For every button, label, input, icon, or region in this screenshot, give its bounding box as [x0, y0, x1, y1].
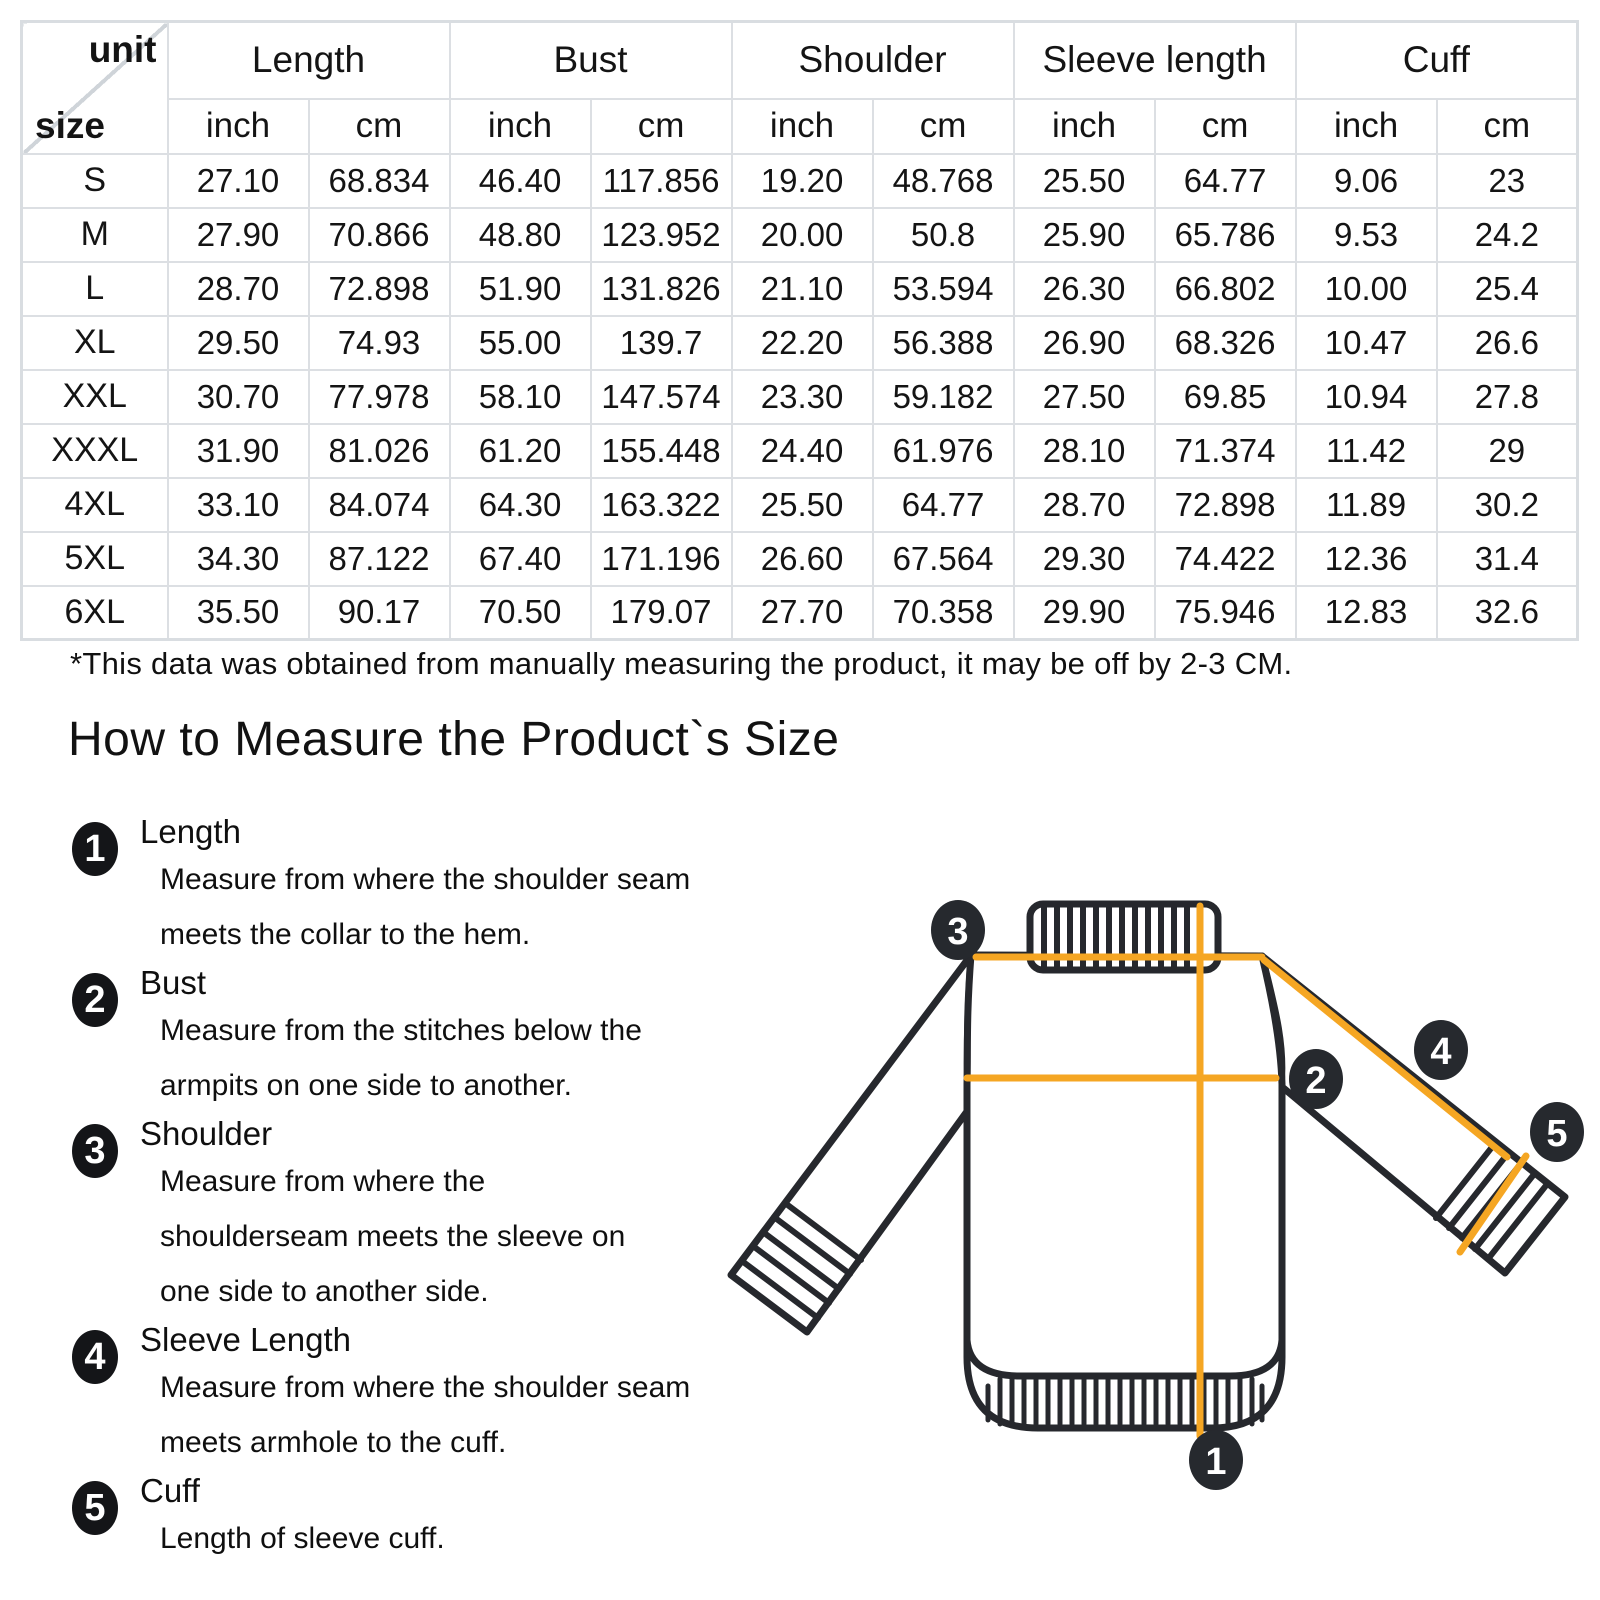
measurement-cell: 75.946 — [1155, 586, 1296, 640]
measurement-cell: 34.30 — [168, 532, 309, 586]
instruction-body — [140, 1471, 772, 1566]
instruction-line: shoulderseam meets the sleeve on — [160, 1220, 626, 1253]
measurement-cell: 28.10 — [1014, 424, 1155, 478]
size-label: 4XL — [22, 478, 168, 532]
measurement-cell: 11.42 — [1296, 424, 1437, 478]
measurement-cell: 48.768 — [873, 154, 1014, 208]
instruction-line: armpits on one side to another. — [160, 1069, 572, 1102]
measurement-cell: 50.8 — [873, 208, 1014, 262]
size-table — [20, 20, 1579, 641]
instruction-item — [72, 1320, 772, 1470]
instruction-title: Cuff — [140, 1472, 200, 1509]
svg-text:2: 2 — [1305, 1060, 1327, 1102]
svg-text:1: 1 — [1205, 1441, 1227, 1483]
measurement-cell: 27.90 — [168, 208, 309, 262]
unit-header-row — [22, 99, 1578, 154]
instruction-title: Sleeve Length — [140, 1321, 352, 1358]
measurement-cell: 26.60 — [732, 532, 873, 586]
svg-text:3: 3 — [947, 911, 969, 953]
measurement-cell: 21.10 — [732, 262, 873, 316]
measurement-cell: 77.978 — [309, 370, 450, 424]
marker-5 — [1530, 1102, 1584, 1162]
corner-size-label: size — [35, 104, 105, 146]
marker-4 — [1414, 1020, 1468, 1080]
svg-text:4: 4 — [1430, 1031, 1452, 1073]
measurement-cell: 27.10 — [168, 154, 309, 208]
measurement-cell: 87.122 — [309, 532, 450, 586]
measurement-disclaimer: *This data was obtained from manually measuring the product, it may be off by 2-3 CM. — [70, 646, 1293, 681]
measurement-cell: 22.20 — [732, 316, 873, 370]
measurement-cell: 23 — [1437, 154, 1578, 208]
unit-header-cm: cm — [1155, 99, 1296, 154]
measurement-cell: 67.40 — [450, 532, 591, 586]
measurement-cell: 155.448 — [591, 424, 732, 478]
measurement-cell: 84.074 — [309, 478, 450, 532]
instruction-line: Measure from where the shoulder seam — [160, 1371, 691, 1404]
size-table-body — [22, 154, 1578, 640]
measurement-cell: 71.374 — [1155, 424, 1296, 478]
measurement-cell: 117.856 — [591, 154, 732, 208]
unit-header-cm: cm — [591, 99, 732, 154]
unit-header-inch: inch — [1014, 99, 1155, 154]
marker-1 — [1189, 1430, 1243, 1490]
sweater-measurement-diagram — [700, 860, 1600, 1500]
measurement-cell: 23.30 — [732, 370, 873, 424]
measurement-cell: 59.182 — [873, 370, 1014, 424]
column-header-shoulder: Shoulder — [732, 22, 1014, 99]
step-number-badge: 2 — [72, 973, 118, 1027]
svg-text:5: 5 — [1546, 1113, 1568, 1155]
measurement-cell: 35.50 — [168, 586, 309, 640]
unit-header-cm: cm — [1437, 99, 1578, 154]
table-row — [22, 208, 1578, 262]
instruction-item — [72, 1114, 772, 1319]
unit-header-inch: inch — [732, 99, 873, 154]
instruction-body — [140, 1320, 772, 1470]
measurement-cell: 19.20 — [732, 154, 873, 208]
measurement-cell: 25.50 — [1014, 154, 1155, 208]
measurement-cell: 131.826 — [591, 262, 732, 316]
measurement-cell: 68.326 — [1155, 316, 1296, 370]
measurement-cell: 48.80 — [450, 208, 591, 262]
measurement-cell: 74.93 — [309, 316, 450, 370]
instruction-title: Length — [140, 813, 241, 850]
instruction-line: Measure from the stitches below the — [160, 1014, 642, 1047]
measurement-cell: 46.40 — [450, 154, 591, 208]
column-header-cuff: Cuff — [1296, 22, 1578, 99]
measurement-cell: 70.50 — [450, 586, 591, 640]
size-label: XXXL — [22, 424, 168, 478]
measurement-cell: 70.866 — [309, 208, 450, 262]
instruction-body — [140, 1114, 772, 1319]
measurement-cell: 74.422 — [1155, 532, 1296, 586]
measurement-cell: 72.898 — [309, 262, 450, 316]
column-header-length: Length — [168, 22, 450, 99]
step-number-badge: 1 — [72, 822, 118, 876]
column-header-sleeve-length: Sleeve length — [1014, 22, 1296, 99]
measurement-cell: 171.196 — [591, 532, 732, 586]
measurement-cell: 33.10 — [168, 478, 309, 532]
measurement-cell: 25.50 — [732, 478, 873, 532]
measurement-cell: 61.976 — [873, 424, 1014, 478]
instruction-line: one side to another side. — [160, 1275, 489, 1308]
measurement-cell: 66.802 — [1155, 262, 1296, 316]
measurement-cell: 9.53 — [1296, 208, 1437, 262]
table-group-header-row — [22, 22, 1578, 99]
measurement-cell: 29.50 — [168, 316, 309, 370]
measurement-cell: 51.90 — [450, 262, 591, 316]
measurement-cell: 27.50 — [1014, 370, 1155, 424]
table-row — [22, 532, 1578, 586]
measurement-cell: 30.2 — [1437, 478, 1578, 532]
table-row — [22, 586, 1578, 640]
measurement-cell: 69.85 — [1155, 370, 1296, 424]
instruction-title: Bust — [140, 964, 207, 1001]
measurement-cell: 24.40 — [732, 424, 873, 478]
measurement-cell: 26.6 — [1437, 316, 1578, 370]
howto-heading: How to Measure the Product`s Size — [68, 713, 840, 766]
measurement-cell: 31.90 — [168, 424, 309, 478]
measurement-cell: 65.786 — [1155, 208, 1296, 262]
measurement-cell: 32.6 — [1437, 586, 1578, 640]
measurement-cell: 61.20 — [450, 424, 591, 478]
measurement-cell: 67.564 — [873, 532, 1014, 586]
measurement-cell: 29.30 — [1014, 532, 1155, 586]
measurement-cell: 10.00 — [1296, 262, 1437, 316]
measurement-cell: 11.89 — [1296, 478, 1437, 532]
measurement-cell: 20.00 — [732, 208, 873, 262]
measurement-cell: 25.90 — [1014, 208, 1155, 262]
instruction-line: meets the collar to the hem. — [160, 918, 531, 951]
measurement-cell: 28.70 — [1014, 478, 1155, 532]
unit-header-inch: inch — [1296, 99, 1437, 154]
measurement-cell: 30.70 — [168, 370, 309, 424]
measurement-cell: 64.30 — [450, 478, 591, 532]
table-row — [22, 316, 1578, 370]
corner-unit-label: unit — [88, 29, 157, 70]
size-label: M — [22, 208, 168, 262]
measurement-cell: 64.77 — [873, 478, 1014, 532]
step-number-badge: 4 — [72, 1330, 118, 1384]
measurement-cell: 10.94 — [1296, 370, 1437, 424]
instruction-line: Length of sleeve cuff. — [160, 1522, 445, 1555]
measurement-cell: 70.358 — [873, 586, 1014, 640]
column-header-bust: Bust — [450, 22, 732, 99]
measurement-cell: 27.8 — [1437, 370, 1578, 424]
instruction-title: Shoulder — [140, 1115, 273, 1152]
marker-3 — [931, 900, 985, 960]
measurement-cell: 123.952 — [591, 208, 732, 262]
instruction-item — [72, 1471, 772, 1566]
measurement-cell: 90.17 — [309, 586, 450, 640]
unit-header-inch: inch — [450, 99, 591, 154]
step-number-badge: 3 — [72, 1124, 118, 1178]
corner-cell — [22, 22, 168, 154]
measurement-cell: 26.90 — [1014, 316, 1155, 370]
instruction-item — [72, 812, 772, 962]
instruction-body — [140, 812, 772, 962]
size-label: S — [22, 154, 168, 208]
instruction-line: Measure from where the — [160, 1165, 486, 1198]
measurement-cell: 55.00 — [450, 316, 591, 370]
measurement-cell: 9.06 — [1296, 154, 1437, 208]
measurement-cell: 24.2 — [1437, 208, 1578, 262]
measurement-cell: 53.594 — [873, 262, 1014, 316]
instructions-list — [72, 800, 772, 1567]
size-label: L — [22, 262, 168, 316]
measurement-cell: 29.90 — [1014, 586, 1155, 640]
unit-header-cm: cm — [309, 99, 450, 154]
table-row — [22, 370, 1578, 424]
size-label: 5XL — [22, 532, 168, 586]
marker-2 — [1289, 1049, 1343, 1109]
step-number-badge: 5 — [72, 1481, 118, 1535]
size-label: XXL — [22, 370, 168, 424]
measurement-cell: 27.70 — [732, 586, 873, 640]
measurement-cell: 12.36 — [1296, 532, 1437, 586]
table-row — [22, 154, 1578, 208]
measurement-cell: 139.7 — [591, 316, 732, 370]
size-label: 6XL — [22, 586, 168, 640]
measurement-cell: 68.834 — [309, 154, 450, 208]
measurement-cell: 56.388 — [873, 316, 1014, 370]
size-label: XL — [22, 316, 168, 370]
measurement-cell: 10.47 — [1296, 316, 1437, 370]
measurement-cell: 163.322 — [591, 478, 732, 532]
instruction-line: Measure from where the shoulder seam — [160, 863, 691, 896]
measurement-cell: 72.898 — [1155, 478, 1296, 532]
measurement-cell: 31.4 — [1437, 532, 1578, 586]
instruction-line: meets armhole to the cuff. — [160, 1426, 507, 1459]
measurement-cell: 64.77 — [1155, 154, 1296, 208]
table-row — [22, 262, 1578, 316]
measurement-cell: 28.70 — [168, 262, 309, 316]
unit-header-inch: inch — [168, 99, 309, 154]
measurement-cell: 29 — [1437, 424, 1578, 478]
measurement-cell: 81.026 — [309, 424, 450, 478]
measurement-cell: 25.4 — [1437, 262, 1578, 316]
unit-header-cm: cm — [873, 99, 1014, 154]
measurement-cell: 58.10 — [450, 370, 591, 424]
instruction-body — [140, 963, 772, 1113]
instruction-item — [72, 963, 772, 1113]
measurement-cell: 12.83 — [1296, 586, 1437, 640]
table-row — [22, 478, 1578, 532]
measurement-cell: 147.574 — [591, 370, 732, 424]
right-sleeve — [1262, 956, 1568, 1273]
measurement-cell: 179.07 — [591, 586, 732, 640]
table-row — [22, 424, 1578, 478]
sweater-body — [967, 955, 1282, 1428]
measurement-cell: 26.30 — [1014, 262, 1155, 316]
size-chart-section — [20, 20, 1579, 641]
